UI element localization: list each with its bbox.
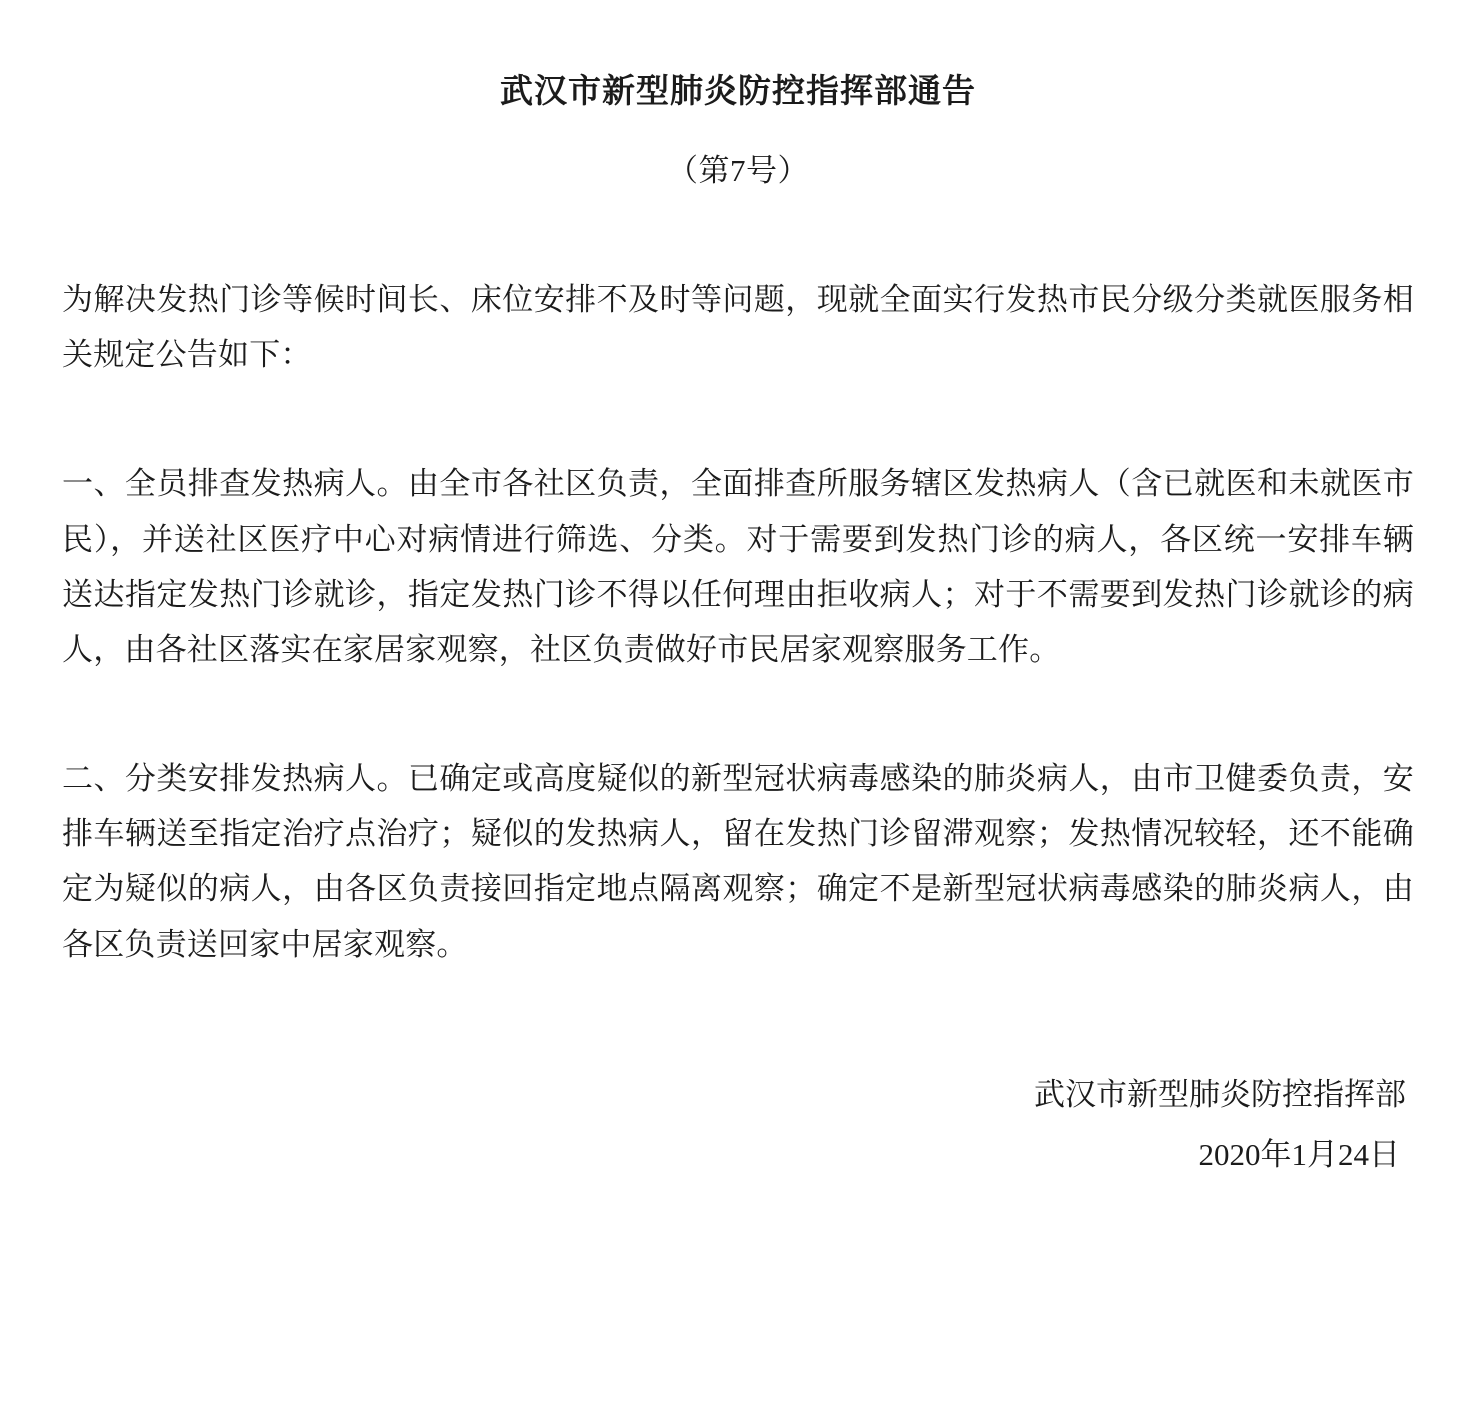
signature-issuer: 武汉市新型肺炎防控指挥部 [1034, 1076, 1406, 1112]
signature-block [62, 1068, 1414, 1183]
paragraph-article-two: 二、分类安排发热病人。已确定或高度疑似的新型冠状病毒感染的肺炎病人，由市卫健委负责，安排车辆送至指定治疗点治疗；疑似的发热病人，留在发热门诊留滞观察；发热情况较轻，还不能确定为疑似的病人，由各区负责接回指定地点隔离观察；确定不是新型冠状病毒感染的肺炎病人，由各区负责送回家中居家观察。 [62, 761, 1414, 962]
page-title: 武汉市新型肺炎防控指挥部通告 [500, 72, 976, 109]
signature-date: 2020年1月24日 [1198, 1136, 1400, 1172]
document-number: （第7号） [667, 152, 809, 188]
document-body [62, 272, 1414, 972]
paragraph-intro: 为解决发热门诊等候时间长、床位安排不及时等问题，现就全面实行发热市民分级分类就医服务相关规定公告如下： [62, 282, 1414, 373]
paragraph-article-one: 一、全员排查发热病人。由全市各社区负责，全面排查所服务辖区发热病人（含已就医和未就医市民），并送社区医疗中心对病情进行筛选、分类。对于需要到发热门诊的病人，各区统一安排车辆送达指定发热门诊就诊，指定发热门诊不得以任何理由拒收病人；对于不需要到发热门诊就诊的病人，由各社区落实在家居家观察，社区负责做好市民居家观察服务工作。 [62, 466, 1414, 667]
